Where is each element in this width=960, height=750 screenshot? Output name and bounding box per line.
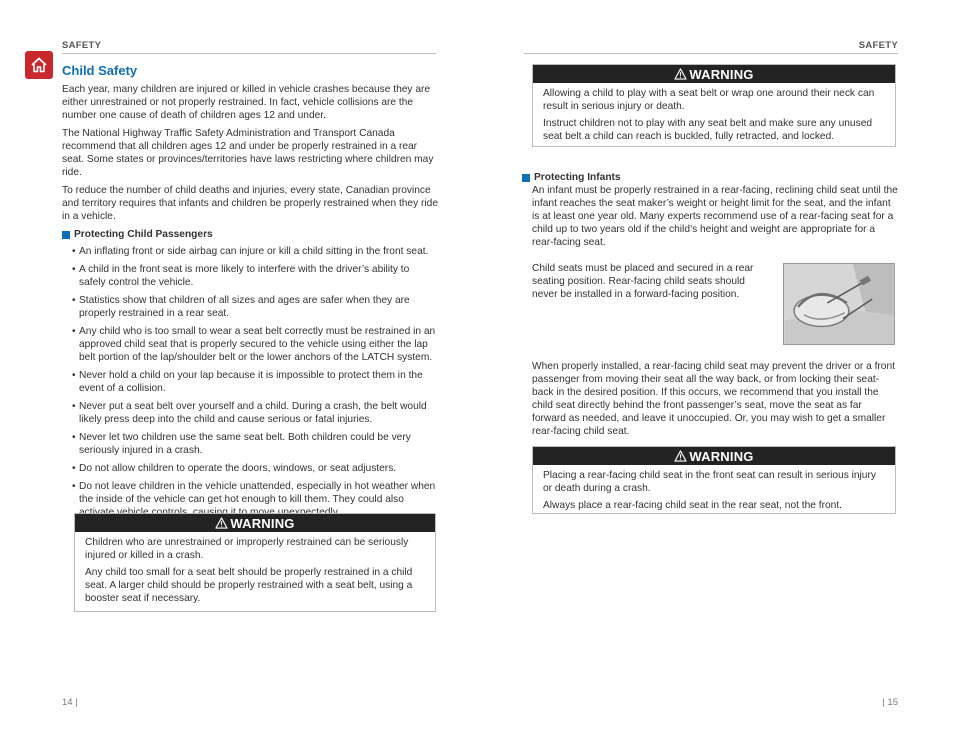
warning-body bbox=[533, 465, 895, 522]
subsection-heading bbox=[522, 172, 898, 183]
header-rule bbox=[62, 53, 436, 54]
rear-facing-child-seat-illustration bbox=[784, 264, 894, 344]
subsection-heading bbox=[62, 228, 438, 241]
home-icon bbox=[29, 55, 49, 75]
paragraph: The National Highway Traffic Safety Administration and Transport Canada recommend that all children ages 12 and under be properly restrained in a rear seat. Some states or provinces/territories have laws restricting where children may ride. bbox=[62, 128, 434, 178]
section-title: Child Safety bbox=[62, 63, 138, 78]
paragraph: An infant must be properly restrained in a rear-facing, reclining child seat until the infant reaches the seat maker’s weight or height limit for the seat, and the infant is at least one year old. Many experts recommend use of a rear-facing seat for a child up to two years old if the child’s height and weight are appropriate for a rear-facing seat. bbox=[532, 185, 898, 248]
warning-triangle-icon bbox=[674, 68, 687, 80]
warning-header bbox=[533, 447, 895, 465]
subsection-title: Protecting Child Passengers bbox=[74, 229, 213, 240]
square-bullet-icon bbox=[522, 174, 530, 182]
bullet-item: • A child in the front seat is more likely to interfere with the driver’s ability to safely control the vehicle. bbox=[72, 263, 438, 289]
warning-text: Children who are unrestrained or improperly restrained can be seriously injured or killed in a crash. bbox=[85, 537, 409, 561]
running-head: SAFETY bbox=[62, 40, 102, 51]
warning-label: WARNING bbox=[689, 66, 754, 82]
warning-label: WARNING bbox=[689, 448, 754, 464]
warning-header bbox=[75, 514, 435, 532]
bullet-item: • An inflating front or side airbag can injure or kill a child sitting in the front seat. bbox=[72, 245, 438, 258]
bullet-item: • Any child who is too small to wear a seat belt correctly must be restrained in an approved child seat that is properly secured to the vehicle using either the lap belt portion of the lap/shoulder belt or the lower anchors of the LATCH system. bbox=[72, 325, 438, 364]
warning-box bbox=[74, 513, 436, 612]
bullet-item: • Never put a seat belt over yourself and a child. During a crash, the belt would likely press deep into the child and cause serious or fatal injuries. bbox=[72, 400, 438, 426]
paragraph: When properly installed, a rear-facing child seat may prevent the driver or a front passenger from moving their seat all the way back, or from locking their seat-back in the desired position. If this occurs, we recommend that you install the child seat directly behind the front passenger’s seat, move the seat as far forward as needed, and leave it unoccupied. Or, you may wish to get a smaller rear-facing child seat. bbox=[532, 361, 895, 437]
left-content bbox=[62, 63, 438, 524]
warning-label: WARNING bbox=[230, 515, 295, 531]
paragraph: Each year, many children are injured or killed in vehicle crashes because they are either unrestrained or not properly restrained. In fact, vehicle collisions are the number one cause of death of children ages 12 and under. bbox=[62, 84, 431, 121]
subsection-title: Protecting Infants bbox=[534, 172, 621, 183]
paragraph: To reduce the number of child deaths and injuries, every state, Canadian province and territory requires that infants and children be properly restrained when they ride in a vehicle. bbox=[62, 185, 439, 222]
square-bullet-icon bbox=[62, 231, 70, 239]
bullet-item: • Never let two children use the same seat belt. Both children could be very seriously injured in a crash. bbox=[72, 431, 438, 457]
warning-triangle-icon bbox=[215, 517, 228, 529]
warning-body bbox=[533, 83, 895, 153]
warning-body bbox=[75, 532, 435, 615]
bullet-item: • Do not allow children to operate the doors, windows, or seat adjusters. bbox=[72, 462, 438, 475]
warning-box bbox=[532, 64, 896, 147]
paragraph: Child seats must be placed and secured in a rear seating position. Rear-facing child seats should never be installed in a forward-facing position. bbox=[532, 263, 754, 300]
warning-text: Always place a rear-facing child seat in the rear seat, not the front. bbox=[543, 500, 842, 511]
home-button[interactable] bbox=[25, 51, 53, 79]
header-rule bbox=[524, 53, 898, 54]
warning-triangle-icon bbox=[674, 450, 687, 462]
warning-header bbox=[533, 65, 895, 83]
page-number: 14 | bbox=[62, 697, 78, 708]
warning-text: Allowing a child to play with a seat belt or wrap one around their neck can result in serious injury or death. bbox=[543, 88, 875, 112]
page-number: | 15 bbox=[882, 697, 898, 708]
bullet-item: • Never hold a child on your lap because it is impossible to protect them in the event of a collision. bbox=[72, 369, 438, 395]
warning-text: Any child too small for a seat belt should be properly restrained in a child seat. A larger child should be properly restrained with a seat belt, using a booster seat if necessary. bbox=[85, 567, 413, 604]
running-head: SAFETY bbox=[858, 40, 898, 51]
warning-box bbox=[532, 446, 896, 514]
bullet-item: • Do not leave children in the vehicle unattended, especially in hot weather when the inside of the vehicle can get hot enough to kill them. They could also bbox=[72, 480, 438, 519]
bullet-item: • Statistics show that children of all sizes and ages are safer when they are properly restrained in a rear seat. bbox=[72, 294, 438, 320]
bullet-list bbox=[62, 245, 438, 519]
child-seat-photo bbox=[783, 263, 895, 345]
warning-text: Instruct children not to play with any seat belt and make sure any unused seat belt a child can reach is buckled, fully retracted, and locked. bbox=[543, 118, 873, 142]
warning-text: Placing a rear-facing child seat in the front seat can result in serious injury or death during a crash. bbox=[543, 470, 876, 494]
